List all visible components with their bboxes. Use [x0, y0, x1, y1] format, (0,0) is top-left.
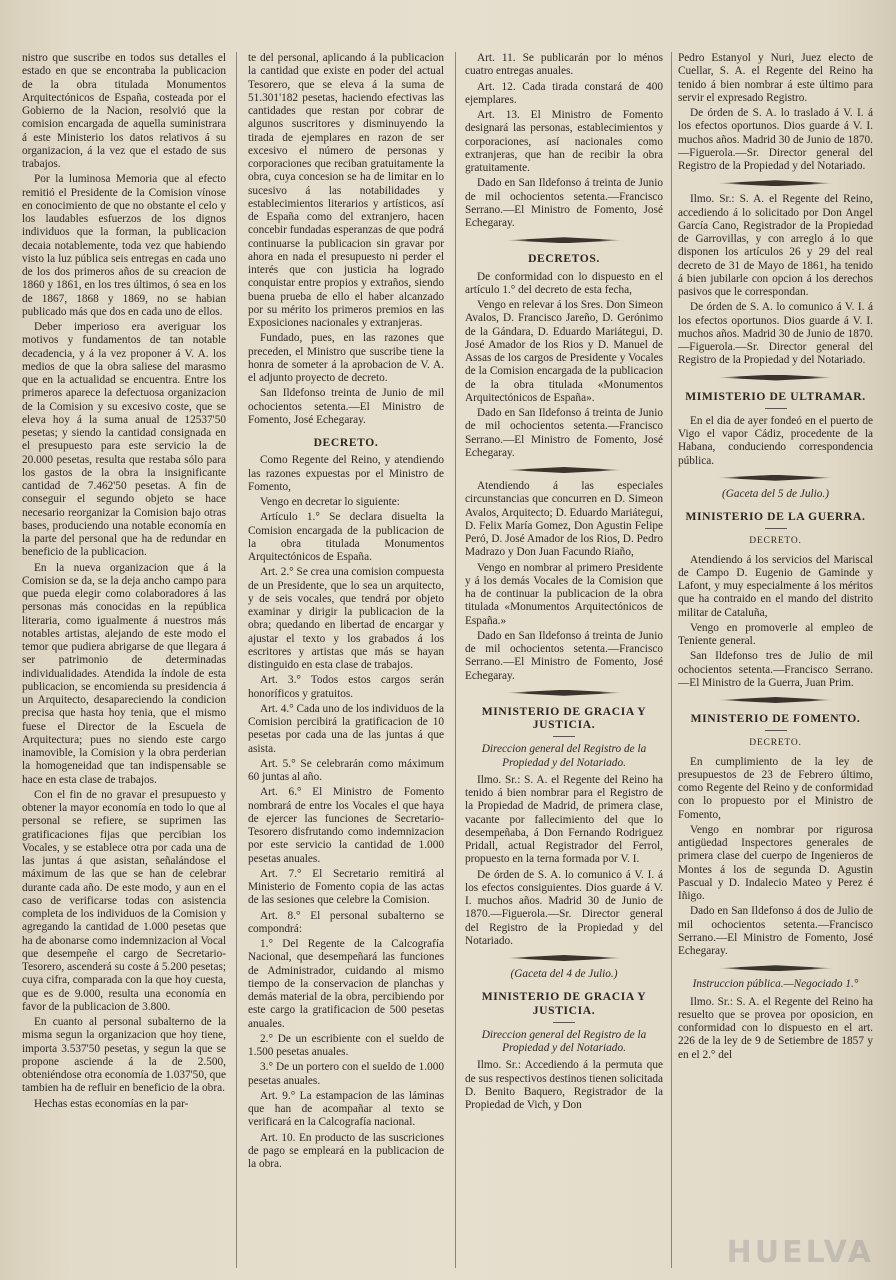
paragraph: Vengo en nombrar al primero Presidente y á los demás Vocales de la Comision que ha de continuar la publicacion de la obra titulada «Monumentos Arquitectónicos de España.» — [465, 561, 663, 627]
signature-line: Dado en San Ildefonso á treinta de Junio de mil ochocientos setenta.—Francisco Serrano.—El Ministro de Fomento, José Echegaray. — [465, 407, 663, 459]
gaceta-date: (Gaceta del 5 de Julio.) — [722, 487, 829, 500]
paragraph: Ilmo. Sr.: S. A. el Regente del Reino ha tenido á bien nombrar para el Registro de la Propiedad de Madrid, de primera clase, vacante por fallecimiento del que lo desempeñaba, á Don Fernando Rodriguez Pridall, actual Registrador del Ferrol, propuesto en la terna formada por V. I. — [465, 773, 663, 866]
column-3 — [465, 52, 663, 1270]
article: 2.° De un escribiente con el sueldo de 1.500 pesetas anuales. — [248, 1032, 444, 1058]
ornament-divider — [717, 965, 834, 971]
ornament-divider — [717, 697, 834, 703]
short-rule — [765, 408, 787, 409]
paragraph: De conformidad con lo dispuesto en el artículo 1.° del decreto de esta fecha, — [465, 270, 663, 296]
article: Art. 3.° Todos estos cargos serán honoríficos y gratuitos. — [248, 674, 444, 700]
paragraph: De órden de S. A. lo comunico á V. I. á los efectos oportunos. Dios guarde á V. I. muchos años. Madrid 30 de Junio de 1870.—Figuerola.—Sr. Director general del Registro de la Propiedad y del Notariado. — [678, 301, 873, 367]
section-heading: MINISTERIO DE GRACIA Y JUSTICIA. — [481, 704, 647, 731]
subsection-title: Instruccion pública.—Negociado 1.° — [692, 978, 859, 991]
section-heading: MINISTERIO DE GRACIA Y JUSTICIA. — [481, 990, 647, 1017]
signature-line: Dado en San Ildefonso á treinta de Junio de mil ochocientos setenta.—Francisco Serrano.—El Ministro de Fomento, José Echegaray. — [465, 629, 663, 682]
article: Artículo 1.° Se declara disuelta la Comision encargada de la publicacion de la obra titulada Monumentos Arquitectónicos de España. — [248, 511, 444, 563]
paragraph: Ilmo. Sr.: S. A. el Regente del Reino, accediendo á lo solicitado por Don Angel García Cano, Registrador de la Propiedad de Garrovillas, y con arreglo á lo que disponen los artículos 26 y 29 del real decreto de 31 de Mayo de 1861, ha tenido á bien jubilarle con opcion á los derechos pasivos que le correspondan. — [678, 193, 873, 298]
paragraph: En cuanto al personal subalterno de la misma segun la organizacion que hoy tiene, importa 3.537'50 pesetas, y segun la que se propone asciende á la de 2.500, obteniéndose otra economía de 1.037'50, que tambien ha de refluir en beneficio de la obra. — [22, 1016, 226, 1095]
paragraph: Hechas estas economías en la par- — [34, 1097, 189, 1110]
paragraph: Por la luminosa Memoria que al efecto remitió el Presidente de la Comision vínose en conocimiento de que no obstante el celo y los laudables esfuerzos de los dignos individuos que la forman, la publicacion decaia notablemente, toda vez que habiendo visto la luz pública seis entregas en cada uno de los dos primeros años de su creacion de 1860 y 1861, en los tres últimos, ó sea en los de 1867, 1868 y 1869, no se habian publicado más que dos en cada uno de ellos. — [22, 173, 226, 318]
section-heading: MINISTERIO DE FOMENTO. — [690, 712, 861, 725]
ornament-divider — [505, 467, 624, 473]
paragraph: nistro que suscribe en todos sus detalles el estado en que se encontraba la publicacion de la obra titulada Monumentos Arquitectónicos de España, costeada por el Gobierno de la Nacion, resolvió que la comision encargada de aquella suministrara á este Ministerio los datos relativos á su organizacion, á la vez que el estado de sus trabajos. — [22, 52, 226, 170]
article: Art. 9.° La estampacion de las láminas que han de acompañar al texto se verificará en la Calcografía nacional. — [248, 1089, 444, 1129]
watermark: HUELVA — [726, 1235, 874, 1270]
decree-heading: DECRETO. — [749, 536, 802, 547]
paragraph: De órden de S. A. lo comunico á V. I. á los efectos consiguientes. Dios guarde á V. I. muchos años. Madrid 30 de Junio de 1870.—Figuerola.—Sr. Director general del Registro de la Propiedad y del Notariado. — [465, 868, 663, 947]
ornament-divider — [505, 955, 624, 961]
paragraph: Vengo en relevar á los Sres. Don Simeon Avalos, D. Francisco Jareño, D. Gerónimo de la Gándara, D. Eduardo Mariátegui, D. José Amador de los Rios y D. Manuel de Assas de los cargos de Presidente y Vocales de la Comision encargada de la publicacion de la obra titulada «Monumentos Arquitectónicos de España». — [465, 299, 663, 404]
ornament-divider — [717, 375, 834, 381]
article: 3.° De un portero con el sueldo de 1.000 pesetas anuales. — [248, 1061, 444, 1087]
short-rule — [765, 730, 787, 731]
section-heading: DECRETO. — [313, 436, 379, 449]
short-rule — [553, 736, 575, 737]
subsection-title: Direccion general del Registro de la Propiedad y del Notariado. — [481, 1028, 647, 1054]
column-divider — [671, 52, 672, 1268]
section-heading: DECRETOS. — [528, 252, 600, 266]
article: Art. 10. En producto de las suscriciones de pago se empleará en la publicacion de la obra. — [248, 1131, 444, 1170]
gaceta-date: (Gaceta del 4 de Julio.) — [510, 968, 618, 980]
paragraph: Atendiendo á los servicios del Mariscal de Campo D. Eugenio de Gaminde y Lafont, y muy especialmente á los méritos que ha contraido en el mando del distrito militar de Cataluña, — [678, 553, 873, 619]
article: Art. 7.° El Secretario remitirá al Ministerio de Fomento copia de las actas de las sesiones que celebre la Comision. — [248, 867, 444, 907]
paragraph: Deber imperioso era averiguar los motivos y fundamentos de tan notable decadencia, y á la vez proponer á V. A. los medios de que la obra saliese del marasmo que en la actualidad se encuentra. Entre los primeros aparece la defectuosa organizacion de la Comision y su excesivo coste, que se eleva hoy á la suma anual de 12537'50 pesetas; y siendo la cantidad consignada en el presupuesto para este servicio la de 20.000 pesetas, resulta que restaba sólo para los gastos de la obra la insignificante cantidad de 7.462'50 pesetas. A fin de conseguir el segundo objeto se hace necesario reorganizar la Comision bajo otras bases, produciendo una notable economía en la parte del personal que ha de redundar en beneficio de la publicacion. — [22, 321, 226, 559]
signature-line: San Ildefonso tres de Julio de mil ochocientos setenta.—Francisco Serrano.—El Ministro de la Guerra, Juan Prim. — [678, 650, 873, 689]
section-heading: MINISTERIO DE LA GUERRA. — [685, 510, 866, 523]
paragraph: Ilmo. Sr.: S. A. el Regente del Reino ha resuelto que se provea por oposicion, en conformidad con lo dispuesto en el art. 226 de la ley de 9 de Setiembre de 1857 y en el 2.° del — [678, 995, 873, 1061]
column-1 — [22, 52, 226, 1270]
paragraph: En cumplimiento de la ley de presupuestos de 23 de Febrero último, como Regente del Reino y de conformidad con lo propuesto por el Ministro de Fomento, — [678, 755, 873, 821]
short-rule — [765, 528, 787, 529]
signature-line: San Ildefonso treinta de Junio de mil ochocientos setenta.—El Ministro de Fomento, José Echegaray. — [248, 387, 444, 426]
paragraph: Pedro Estanyol y Nuri, Juez electo de Cuellar, S. A. el Regente del Reino ha tenido á bien nombrar á este último para servir el expresado Registro. — [678, 52, 873, 104]
article: Art. 8.° El personal subalterno se compondrá: — [248, 909, 444, 935]
paragraph: De órden de S. A. lo traslado á V. I. á los efectos oportunos. Dios guarde á V. I. muchos años. Madrid 30 de Junio de 1870.—Figuerola.—Sr. Director general del Registro de la Propiedad y del Notariado. — [678, 107, 873, 172]
article: Art. 11. Se publicarán por lo ménos cuatro entregas anuales. — [465, 52, 663, 78]
article: Art. 13. El Ministro de Fomento designará las personas, establecimientos y corporaciones, así nacionales como extranjeras, que han de recibir la obra gratuitamente. — [465, 109, 663, 174]
short-rule — [553, 1022, 575, 1023]
article: Art. 12. Cada tirada constará de 400 ejemplares. — [465, 80, 663, 106]
column-2 — [248, 52, 444, 1270]
ornament-divider — [505, 237, 624, 243]
paragraph: Vengo en promoverle al empleo de Teniente general. — [678, 621, 873, 647]
paragraph: Ilmo. Sr.: Accediendo á la permuta que de sus respectivos destinos tienen solicitada D. Benito Baquero, Registrador de la Propiedad de Vich, y Don — [465, 1059, 663, 1111]
signature-line: Dado en San Ildefonso á treinta de Junio de mil ochocientos setenta.—Francisco Serrano.—El Ministro de Fomento, José Echegaray. — [465, 177, 663, 229]
ornament-divider — [717, 180, 834, 186]
column-divider — [236, 52, 237, 1268]
paragraph: Vengo en decretar lo siguiente: — [260, 496, 400, 508]
decree-heading: DECRETO. — [749, 738, 802, 749]
paragraph: Fundado, pues, en las razones que preceden, el Ministro que suscribe tiene la honra de someter á la aprobacion de V. A. el adjunto proyecto de decreto. — [248, 332, 444, 384]
section-heading: MIMISTERIO DE ULTRAMAR. — [685, 389, 866, 403]
article: Art. 2.° Se crea una comision compuesta de un Presidente, que lo sea un arquitecto, y de seis vocales, que tendrá por objeto examinar y dirigir la publicacion de la obra; quedando en libertad de encargar y ajustar el texto y los grabados á los escritores y artistas que más se hayan distinguido en esta clase de trabajos. — [248, 566, 444, 671]
paragraph: En la nueva organizacion que á la Comision se da, se la deja ancho campo para que pueda elegir como colaboradores á las personas más conocidas en la república literaria, como igualmente á nuestros más notables artistas, alejando de este modo el temor que pudiera abrigarse de que llegara á ser patrimonio de determinadas individualidades. Atendida la índole de esta publicacion, se encomienda su presidencia á un Arquitecto, desapareciendo la condicion precisa que hasta hoy tenia, que el mismo fuese el Director de la Escuela de Arquitectura; pues no siendo este cargo inamovible, la Comision y la obra perderian la homogeneidad que tan indispensable se hace en esta clase de trabajos. — [22, 561, 226, 786]
paragraph: Con el fin de no gravar el presupuesto y obtener la mayor economía en todo lo que al personal se refiere, se suprimen las gratificaciones fijas que percibian los Vocales, y se establece otra por cada una de las juntas á que asistan, señalándose el máximum de las que se han de celebrar durante cada año. De este modo, y aun en el caso de verificarse todas con asistencia completa de los individuos de la Comision y agregando la cantidad de 1.000 pesetas que ha de abonarse como indemnizacion al Vocal que desempeñe el cargo de Secretario-Tesorero, ascenderá su coste á 5.200 pesetas; cuya cifra, comparada con la que hoy cuesta, que es de 9.000, resulta una economía en favor de la publicacion de 3.800. — [22, 788, 226, 1013]
column-4 — [678, 52, 873, 1270]
subsection-title: Direccion general del Registro de la Propiedad y del Notariado. — [481, 743, 647, 769]
article: Art. 5.° Se celebrarán como máximum 60 juntas al año. — [248, 757, 444, 783]
article: Art. 4.° Cada uno de los individuos de la Comision percibirá la gratificacion de 10 pesetas por cada una de las juntas á que asista. — [248, 702, 444, 755]
signature-line: Dado en San Ildefonso á dos de Julio de mil ochocientos setenta.—Francisco Serrano.—El Ministro de Fomento, José Echegaray. — [678, 905, 873, 957]
paragraph: te del personal, aplicando á la publicacion la cantidad que existe en poder del actual Tesorero, que se eleva á la suma de 51.301'182 pesetas, haciendo efectivas las cantidades que restan por cobrar de algunos suscritores y disminuyendo la tirada de ejemplares en razon de ser excesivo el número de personas y corporaciones que reciban gratuitamente la obra, cuya concesion se ha de limitar en lo sucesivo á las notabilidades y establecimientos literarios y artísticos, así de España como del extranjero, hacen concebir fundadas esperanzas de que podrá continuarse la publicacion sin gravar por ahora en nada el presupuesto ni perder el interés que con justicia ha logrado conquistar entre propios y extraños, siendo buena prueba de ello el haber alcanzado por su mérito los primeros premios en las Exposiciones nacionales y extranjeras. — [248, 52, 444, 329]
column-divider — [455, 52, 456, 1268]
paragraph: Atendiendo á las especiales circunstancias que concurren en D. Simeon Avalos, Arquitecto; D. Eduardo Mariátegui, D. Felix María Gomez, Don Agustin Felipe Peró, D. José Amador de los Rios, D. Pedro Madrazo y Don Juan Facundo Riaño, — [465, 480, 663, 559]
ornament-divider — [717, 475, 834, 481]
paragraph: Vengo en nombrar por rigurosa antigüedad Inspectores generales de primera clase del cuerpo de Ingenieros de Montes á los de segunda D. Agustin Pascual y D. Indalecio Mateo y Perez é Iñigo. — [678, 823, 873, 902]
paragraph: Como Regente del Reino, y atendiendo las razones expuestas por el Ministro de Fomento, — [248, 454, 444, 493]
ornament-divider — [505, 690, 624, 696]
article: 1.° Del Regente de la Calcografía Nacional, que desempeñará las funciones de Administrador, cuidando al mismo tiempo de la conservacion de planchas y demás material de la obra, percibiendo por este cargo la gratificacion de 500 pesetas anuales. — [248, 938, 444, 1030]
article: Art. 6.° El Ministro de Fomento nombrará de entre los Vocales el que haya de ejercer las funciones de Secretario-Tesorero disfrutando como indemnizacion por este servicio la cantidad de 1.000 pesetas anuales. — [248, 786, 444, 865]
paragraph: En el dia de ayer fondeó en el puerto de Vigo el vapor Cádiz, procedente de la Habana, conduciendo correspondencia pública. — [678, 414, 873, 467]
